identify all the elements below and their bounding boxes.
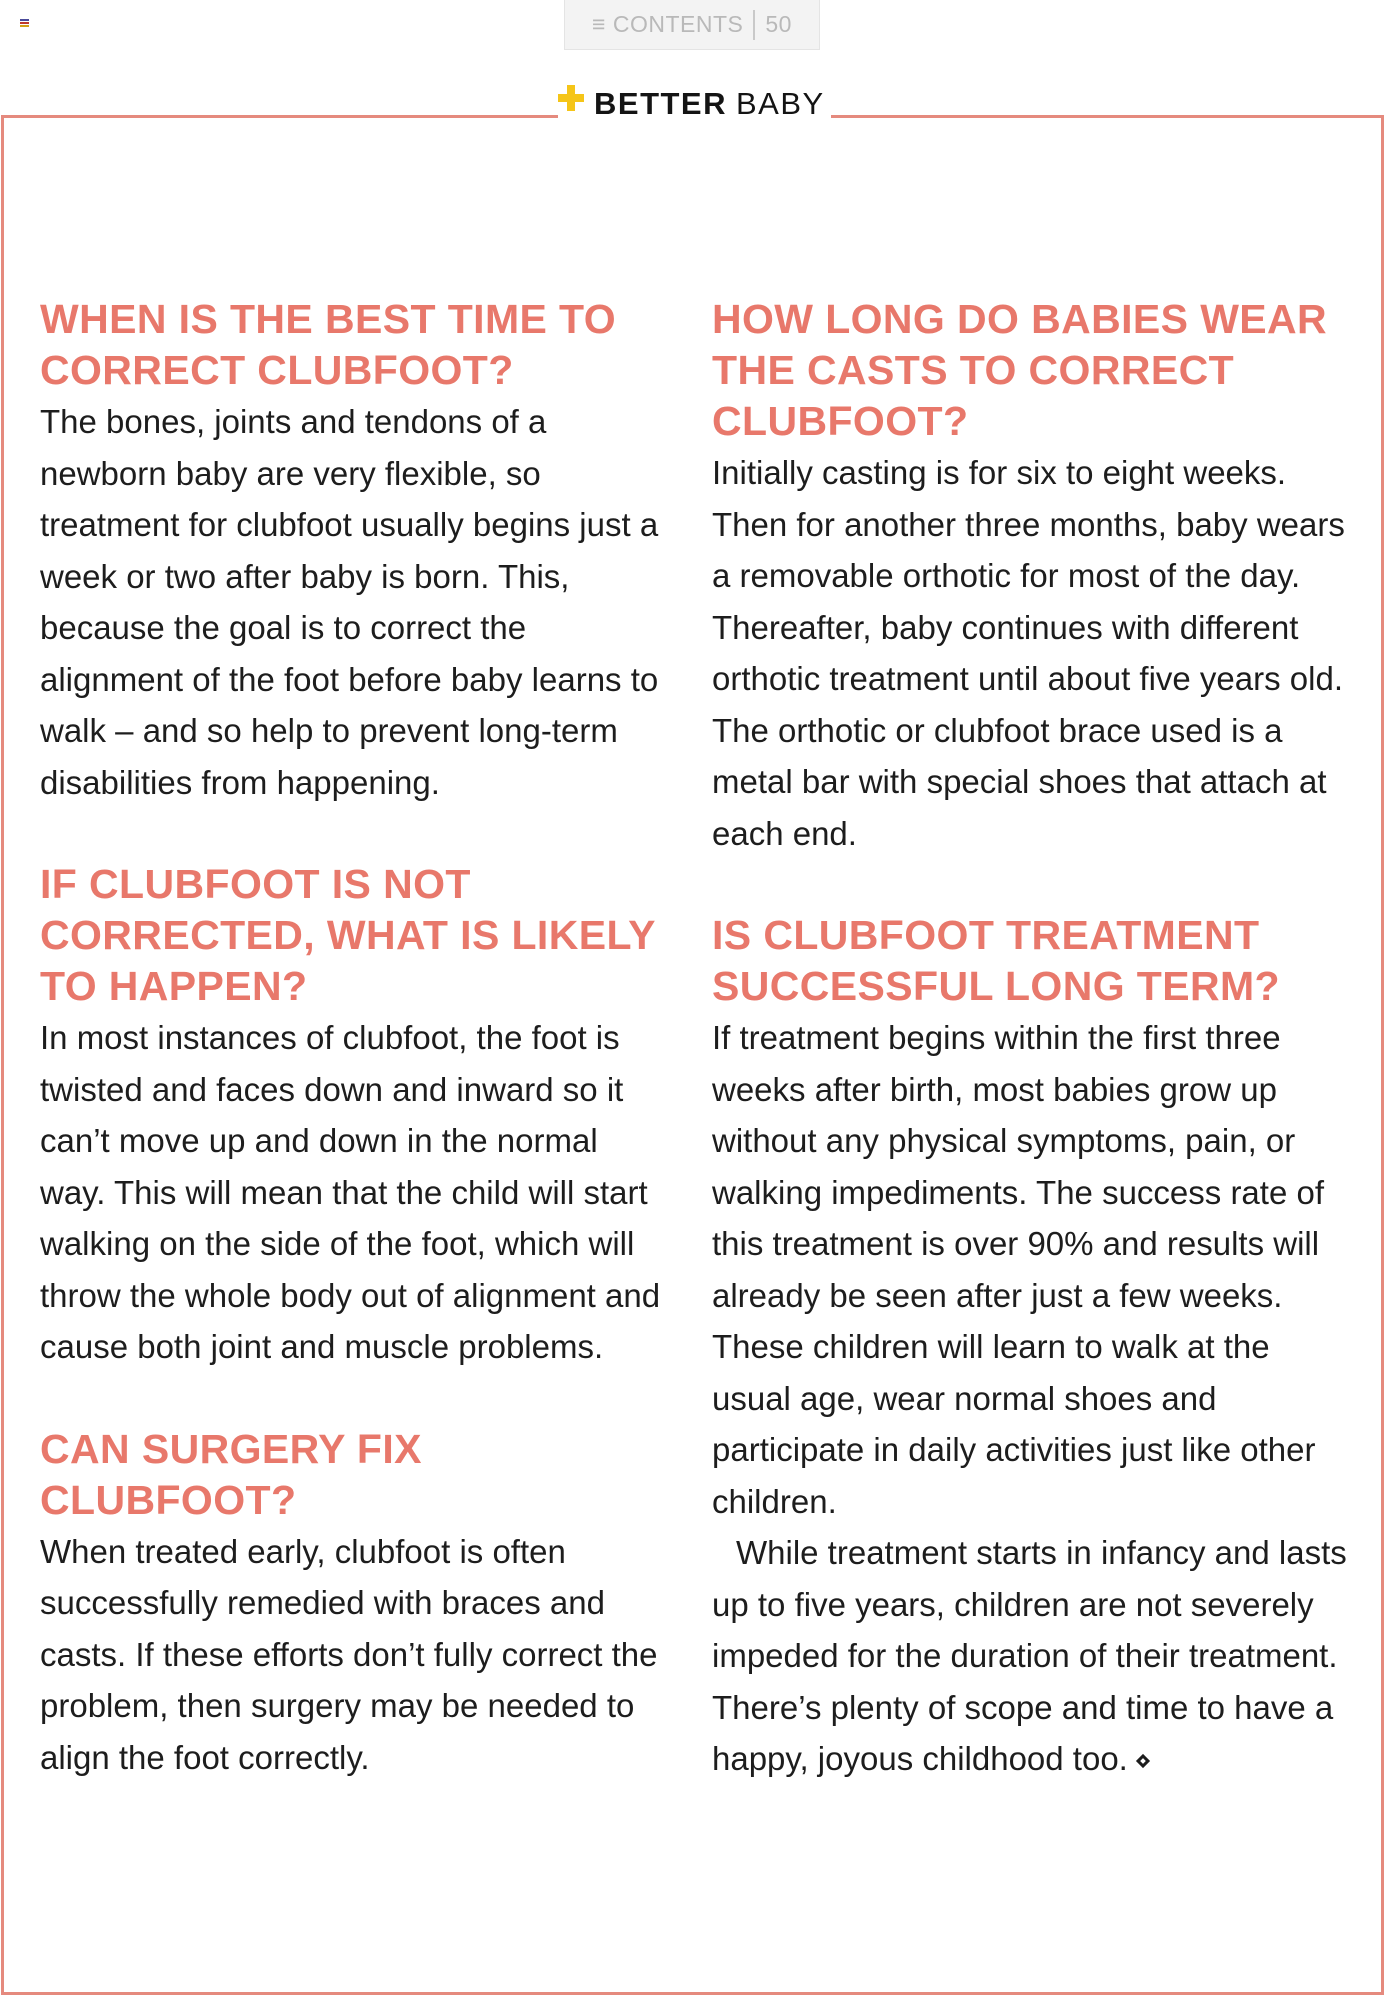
- contents-link[interactable]: ≡ CONTENTS: [592, 11, 744, 37]
- section-body: If treatment begins within the first three weeks after birth, most babies grow up without any physical symptoms, pain, or walking impediments. The success rate of this treatment is over 90% and results will already be seen after just a few weeks. These children will learn to walk at the usual age, wear normal shoes and participate in daily activities just like other children.: [712, 1019, 1324, 1520]
- article-frame: [1, 115, 1384, 1995]
- plus-cross-icon: [558, 85, 584, 111]
- section-body: Initially casting is for six to eight weeks. Then for another three months, baby wears a removable orthotic for most of the day. Thereafter, baby continues with different orthotic treatment until about five years old. The orthotic or clubfoot brace used is a metal bar with special shoes that attach at each end.: [712, 454, 1345, 852]
- section-body: The bones, joints and tendons of a newborn baby are very flexible, so treatment for clubfoot usually begins just a week or two after baby is born. This, because the goal is to correct the alignment of the foot before baby learns to walk – and so help to prevent long-term disabilities from happening.: [40, 403, 659, 801]
- brand-thin: BABY: [736, 86, 825, 121]
- section-heading: IS CLUBFOOT TREATMENT SUCCESSFUL LONG TERM?: [712, 912, 1280, 1009]
- section-body-text: While treatment starts in infancy and lasts up to five years, children are not severely impeded for the duration of their treatment. There’s plenty of scope and time to have a happy, joyous childhood too.: [712, 1534, 1347, 1777]
- section-heading: IF CLUBFOOT IS NOT CORRECTED, WHAT IS LIKELY TO HAPPEN?: [40, 861, 656, 1009]
- hamburger-menu-icon[interactable]: [20, 19, 29, 27]
- page-number: 50: [765, 11, 792, 37]
- section-body: In most instances of clubfoot, the foot is twisted and faces down and inward so it can’t move up and down in the normal way. This will mean that the child will start walking on the side of the foot, which will throw the whole body out of alignment and cause both joint and muscle problems.: [40, 1019, 661, 1365]
- section-heading: HOW LONG DO BABIES WEAR THE CASTS TO CORRECT CLUBFOOT?: [712, 296, 1328, 444]
- contents-tab[interactable]: [564, 0, 820, 50]
- section-brand: [558, 84, 831, 124]
- section-heading: CAN SURGERY FIX CLUBFOOT?: [40, 1425, 422, 1523]
- brand-bold: BETTER: [594, 86, 727, 121]
- section-body: When treated early, clubfoot is often successfully remedied with braces and casts. If these efforts don’t fully correct the problem, then surgery may be needed to align the foot correctly.: [40, 1532, 658, 1776]
- section-heading: WHEN IS THE BEST TIME TO CORRECT CLUBFOOT?: [40, 296, 617, 393]
- divider: [753, 10, 755, 40]
